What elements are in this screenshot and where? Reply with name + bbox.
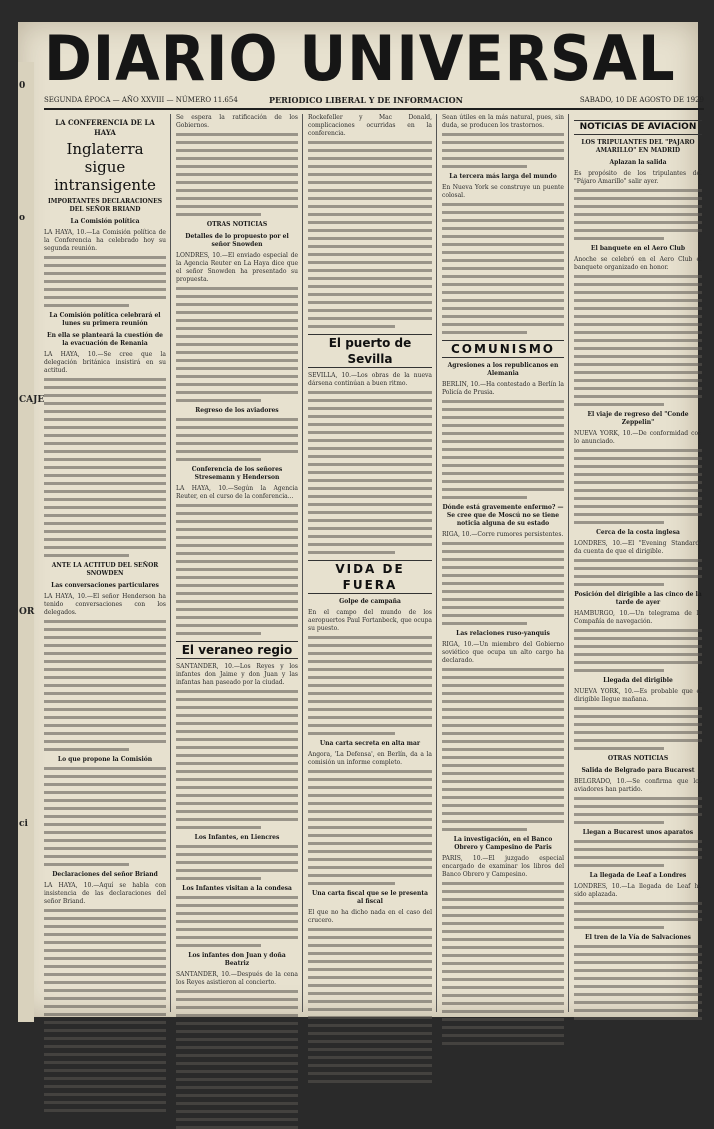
section-headline: El veraneo regio	[176, 641, 298, 659]
paragraph: LONDRES, 10.—La llegada de Leaf ha sido aplazada.	[574, 883, 702, 898]
column-rule	[436, 114, 437, 1012]
text-block	[308, 928, 432, 1083]
paragraph: Sean útiles en la más natural, pues, sin duda, se producen los trastornos.	[442, 114, 564, 129]
subheading: Dónde está gravemente enfermo? —Se cree que de Moscú no se tiene noticia alguna de su estado	[442, 504, 564, 527]
text-block	[44, 378, 166, 557]
subheading: Una carta secreta en alta mar	[319, 740, 421, 747]
subheading: Una carta fiscal que se le presenta al fiscal	[312, 890, 428, 905]
subheading: El banquete en el Aero Club	[590, 245, 686, 252]
text-block	[176, 418, 298, 461]
subheading: Lo que propone la Comisión	[57, 756, 153, 763]
subheading: La tercera más larga del mundo	[449, 173, 557, 180]
paragraph: LONDRES, 10.—El enviado especial de la Agencia Reuter en La Haya dice que el señor Snowden ha presentado su propuesta.	[176, 252, 298, 283]
subheading: El viaje de regreso del "Conde Zeppelin"	[587, 411, 689, 426]
text-block	[44, 620, 166, 751]
section-kicker: LA CONFERENCIA DE LA HAYA	[55, 118, 155, 137]
text-block	[574, 902, 702, 929]
subheading: Declaraciones del señor Briand	[52, 871, 158, 878]
edition-info: SEGUNDA ÉPOCA — AÑO XXVIII — NÚMERO 11.654	[44, 96, 238, 104]
subheading: Las relaciones ruso-yanquis	[456, 630, 550, 637]
subheading: Los infantes don Juan y doña Beatriz	[188, 952, 286, 967]
text-block	[176, 690, 298, 829]
subheading: Agresiones a los republicanos en Alemania	[447, 362, 559, 377]
paragraph: HAMBURGO, 10.—Un telegrama de la Compañía de navegación.	[574, 610, 702, 625]
text-block	[442, 203, 564, 334]
subheading: En ella se planteará la cuestión de la evacuación de Renania	[47, 332, 163, 347]
column-rule	[302, 114, 303, 1012]
text-block	[44, 909, 166, 1112]
paragraph: SANTANDER, 10.—Los Reyes y los infantes don Jaime y don Juan y las infantas han paseado por la ciudad.	[176, 663, 298, 686]
subheading: Llegada del dirigible	[603, 677, 673, 684]
text-block	[442, 133, 564, 168]
text-block	[574, 189, 702, 240]
paragraph: LA HAYA, 10.—Se cree que la delegación británica insistirá en su actitud.	[44, 351, 166, 374]
subheading: Cerca de la costa inglesa	[596, 529, 680, 536]
column-1	[44, 114, 166, 1012]
masthead	[44, 22, 704, 95]
text-block	[574, 449, 702, 524]
subheading: Los Infantes, en Liencres	[194, 834, 280, 841]
paragraph: En el campo del mundo de los aeropuertos Paul Fortanbeck, que ocupa su puesto.	[308, 609, 432, 632]
paragraph: LONDRES, 10.—El "Evening Standard" da cuenta de que el dirigible.	[574, 540, 702, 555]
paragraph: LA HAYA, 10.—Aquí se habla con insistencia de las declaraciones del señor Briand.	[44, 882, 166, 905]
newspaper-title: DIARIO UNIVERSAL	[44, 22, 676, 95]
text-block	[574, 945, 702, 1020]
paragraph: En Nueva York se construye un puente colosal.	[442, 184, 564, 199]
paragraph: SANTANDER, 10.—Después de la cena los Reyes asistieron al concierto.	[176, 971, 298, 986]
subheading: La Comisión política celebrará el lunes su primera reunión	[49, 312, 161, 327]
main-headline: Inglaterra sigue intransigente	[54, 140, 156, 194]
text-block	[176, 845, 298, 880]
subheading: La Comisión política	[70, 218, 140, 225]
paragraph: El que no ha dicho nada en el caso del crucero.	[308, 909, 432, 924]
paragraph: Angora, 'La Defensa', en Berlín, da a la comisión un informe completo.	[308, 751, 432, 766]
subheading: ANTE LA ACTITUD DEL SEÑOR SNOWDEN	[51, 562, 159, 577]
strip-fragment: ci	[19, 819, 28, 829]
masthead-rule	[44, 108, 704, 110]
subheading: Salida de Belgrado para Bucarest	[581, 767, 695, 774]
paragraph: Anoche se celebró en el Aero Club el banquete organizado en honor.	[574, 256, 702, 271]
paragraph: LA HAYA, 10.—La Comisión política de la Conferencia ha celebrado hoy su segunda reunión.	[44, 229, 166, 252]
text-block	[574, 559, 702, 586]
section-headline: COMUNISMO	[442, 340, 564, 358]
newspaper-tagline: PERIODICO LIBERAL Y DE INFORMACION	[269, 95, 463, 105]
text-block	[574, 629, 702, 672]
text-block	[176, 287, 298, 402]
subheading: Posición del dirigible a las cinco de la tarde de ayer	[574, 591, 702, 606]
subheading: La investigación, en el Banco Obrero y Campesino de Paris	[453, 836, 553, 851]
columns	[44, 114, 704, 1012]
subheading: Las conversaciones particulares	[51, 582, 159, 589]
subheading: El tren de la Vía de Salvaciones	[585, 934, 691, 941]
newspaper-page	[18, 22, 704, 1017]
text-block	[442, 400, 564, 499]
paragraph: BELGRADO, 10.—Se confirma que los aviadores han partido.	[574, 778, 702, 793]
strip-fragment: CAJE	[19, 395, 45, 405]
paragraph: Se espera la ratificación de los Gobiernos.	[176, 114, 298, 129]
paragraph: RIGA, 10.—Un miembro del Gobierno soviético que ocupa un alto cargo ha declarado.	[442, 641, 564, 664]
strip-fragment: o	[19, 213, 26, 223]
adjacent-page-strip	[18, 62, 45, 1022]
column-rule	[568, 114, 569, 1012]
text-block	[44, 256, 166, 307]
text-block	[308, 770, 432, 885]
text-block	[308, 636, 432, 735]
section-headline: El puerto de Sevilla	[308, 334, 432, 368]
text-block	[574, 275, 702, 406]
paragraph: PARIS, 10.—El juzgado especial encargado de examinar los libros del Banco Obrero y Campesino.	[442, 855, 564, 878]
paragraph: SEVILLA, 10.—Los obras de la nueva dársena continúan a buen ritmo.	[308, 372, 432, 387]
paragraph: BERLIN, 10.—Ha contestado a Berlín la Policía de Prusia.	[442, 381, 564, 396]
paragraph: NUEVA YORK, 10.—Es probable que el dirigible llegue mañana.	[574, 688, 702, 703]
text-block	[44, 767, 166, 866]
text-block	[176, 133, 298, 216]
subheading: OTRAS NOTICIAS	[607, 755, 669, 762]
text-block	[574, 797, 702, 824]
column-rule	[170, 114, 171, 1012]
masthead-subline	[44, 94, 704, 106]
text-block	[308, 391, 432, 554]
text-block	[442, 668, 564, 831]
subheading: Aplazan la salida	[609, 159, 667, 166]
strip-fragment: OR	[19, 607, 35, 617]
column-2	[176, 114, 298, 1012]
subheading: Golpe de campaña	[339, 598, 401, 605]
paragraph: LA HAYA, 10.—El señor Henderson ha tenido conversaciones con los delegados.	[44, 593, 166, 616]
subheading: Regreso de los aviadores	[195, 407, 279, 414]
column-5	[574, 114, 702, 1012]
paragraph: NUEVA YORK, 10.—De conformidad con lo anunciado.	[574, 430, 702, 445]
paragraph: Es propósito de los tripulantes del "Pájaro Amarillo" salir ayer.	[574, 170, 702, 185]
issue-date: SABADO, 10 DE AGOSTO DE 1929	[579, 96, 704, 104]
subheading: LOS TRIPULANTES DEL "PAJARO AMARILLO" EN MADRID	[581, 139, 695, 154]
paragraph: RIGA, 10.—Corre rumores persistentes.	[442, 531, 564, 538]
subheading: OTRAS NOTICIAS	[206, 221, 268, 228]
text-block	[442, 542, 564, 625]
subheading: Los Infantes visitan a la condesa	[182, 885, 292, 892]
subheading: Llegan a Bucarest unos aparatos	[582, 829, 694, 836]
paragraph: LA HAYA, 10.—Según la Agencia Reuter, en el curso de la conferencia...	[176, 485, 298, 500]
text-block	[308, 141, 432, 328]
text-block	[574, 707, 702, 750]
section-headline: VIDA DE FUERA	[308, 560, 432, 594]
section-headline: NOTICIAS DE AVIACION	[574, 120, 702, 135]
strip-fragment: 0	[19, 81, 26, 91]
text-block	[442, 882, 564, 1045]
subheading: Detalles de lo propuesto por el señor Snowden	[185, 233, 289, 248]
text-block	[176, 896, 298, 947]
column-3	[308, 114, 432, 1012]
column-4	[442, 114, 564, 1012]
paragraph: Rockefeller y Mac Donald, complicaciones ocurridas en la conferencia.	[308, 114, 432, 137]
subheading: IMPORTANTES DECLARACIONES DEL SEÑOR BRIAND	[47, 198, 163, 213]
text-block	[176, 990, 298, 1129]
text-block	[176, 504, 298, 635]
subheading: La llegada de Leaf a Londres	[589, 872, 687, 879]
text-block	[574, 840, 702, 867]
subheading: Conferencia de los señores Stresemann y Henderson	[191, 466, 283, 481]
